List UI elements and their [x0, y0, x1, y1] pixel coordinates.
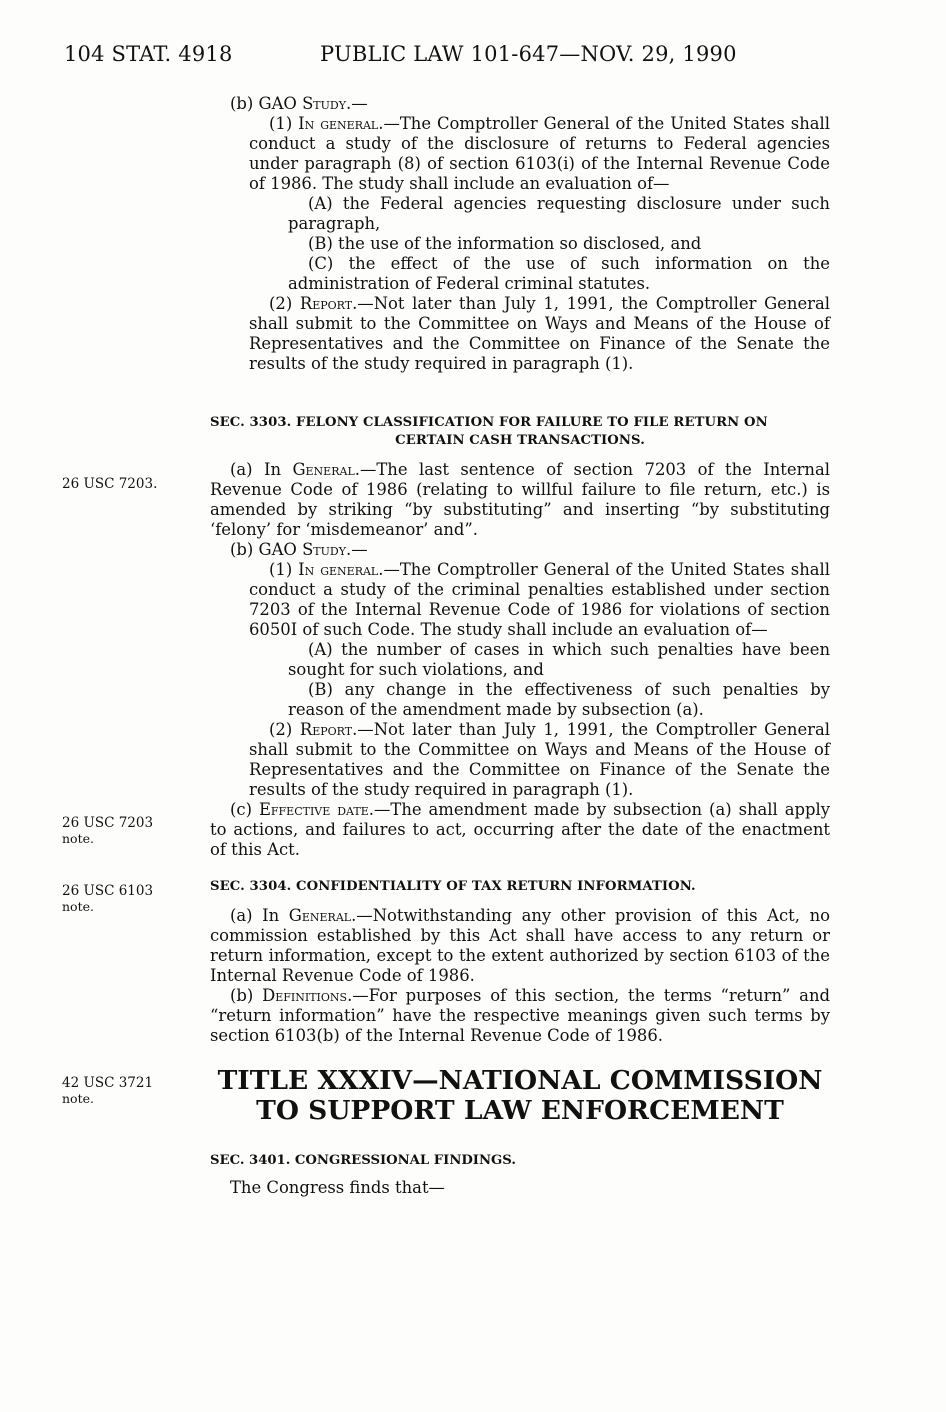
subparagraph-b: (B) any change in the effectiveness of such penalties by reason of the amendment made by subsection (a). — [288, 680, 830, 719]
section-3401-heading: SEC. 3401. CONGRESSIONAL FINDINGS. — [210, 1153, 516, 1168]
subparagraph-b: (B) the use of the information so disclosed, and — [308, 234, 702, 253]
margin-note-26-usc-7203: 26 USC 7203. — [62, 476, 158, 492]
margin-note-26-usc-6103-note: 26 USC 6103 note. — [62, 883, 154, 914]
section-3401-text: The Congress finds that— — [230, 1178, 445, 1197]
subsection-b-heading: (b) GAO Study.— — [230, 540, 368, 559]
subparagraph-a: (A) the Federal agencies requesting disclosure under such paragraph, — [288, 194, 830, 233]
section-3304-heading: SEC. 3304. CONFIDENTIALITY OF TAX RETURN INFORMATION. — [210, 879, 696, 894]
margin-note-26-usc-7203-note: 26 USC 7203 note. — [62, 815, 154, 846]
page-stat-number: 104 STAT. 4918 — [64, 42, 233, 66]
subsection-b-definitions: (b) Definitions.—For purposes of this section, the terms “return” and “return information” have the respective meanings given such terms by section 6103(b) of the Internal Revenue Code of 1986. — [210, 986, 830, 1045]
subsection-c-effective-date: (c) Effective date.—The amendment made by subsection (a) shall apply to actions, and failures to act, occurring after the date of the enactment of this Act. — [210, 800, 831, 859]
paragraph-2-report: (2) Report.—Not later than July 1, 1991, the Comptroller General shall submit to the Committee on Ways and Means of the House of Representatives and the Committee on Finance of the Senate the results of the study required in paragraph (1). — [249, 720, 830, 799]
paragraph-1-in-general: (1) In general.—The Comptroller General of the United States shall conduct a study of the disclosure of returns to Federal agencies under paragraph (8) of section 6103(i) of the Internal Revenue Code of 1986. The study shall include an evaluation of— — [249, 114, 831, 193]
subsection-a-in-general: (a) In General.—Notwithstanding any other provision of this Act, no commission established by this Act shall have access to any return or return information, except to the extent authorized by section 6103 of the Internal Revenue Code of 1986. — [210, 906, 830, 985]
section-3304 — [210, 876, 830, 1046]
subsection-b-heading: (b) GAO Study.— — [230, 94, 368, 113]
section-3303-heading: SEC. 3303. FELONY CLASSIFICATION FOR FAILURE TO FILE RETURN ON CERTAIN CASH TRANSACTIONS. — [210, 415, 768, 448]
title-heading: TITLE XXXIV—NATIONAL COMMISSION TO SUPPORT LAW ENFORCEMENT — [217, 1065, 823, 1126]
subsection-a-in-general: (a) In General.—The last sentence of section 7203 of the Internal Revenue Code of 1986 (relating to willful failure to file return, etc.) is amended by striking “by substituting” and inserting “by substituting ‘felony’ for ‘misdemeanor’ and”. — [210, 460, 830, 539]
subparagraph-c: (C) the effect of the use of such information on the administration of Federal criminal statutes. — [288, 254, 830, 293]
subparagraph-a: (A) the number of cases in which such penalties have been sought for such violations, and — [288, 640, 830, 679]
paragraph-2-report: (2) Report.—Not later than July 1, 1991, the Comptroller General shall submit to the Committee on Ways and Means of the House of Representatives and the Committee on Finance of the Senate the results of the study required in paragraph (1). — [249, 294, 830, 373]
section-3302-continuation — [210, 94, 830, 374]
paragraph-1-in-general: (1) In general.—The Comptroller General of the United States shall conduct a study of the criminal penalties established under section 7203 of the Internal Revenue Code of 1986 for violations of section 6050I of such Code. The study shall include an evaluation of— — [249, 560, 831, 639]
margin-note-42-usc-3721-note: 42 USC 3721 note. — [62, 1075, 154, 1106]
section-3303 — [210, 402, 830, 860]
running-header: PUBLIC LAW 101-647—NOV. 29, 1990 — [320, 42, 737, 66]
